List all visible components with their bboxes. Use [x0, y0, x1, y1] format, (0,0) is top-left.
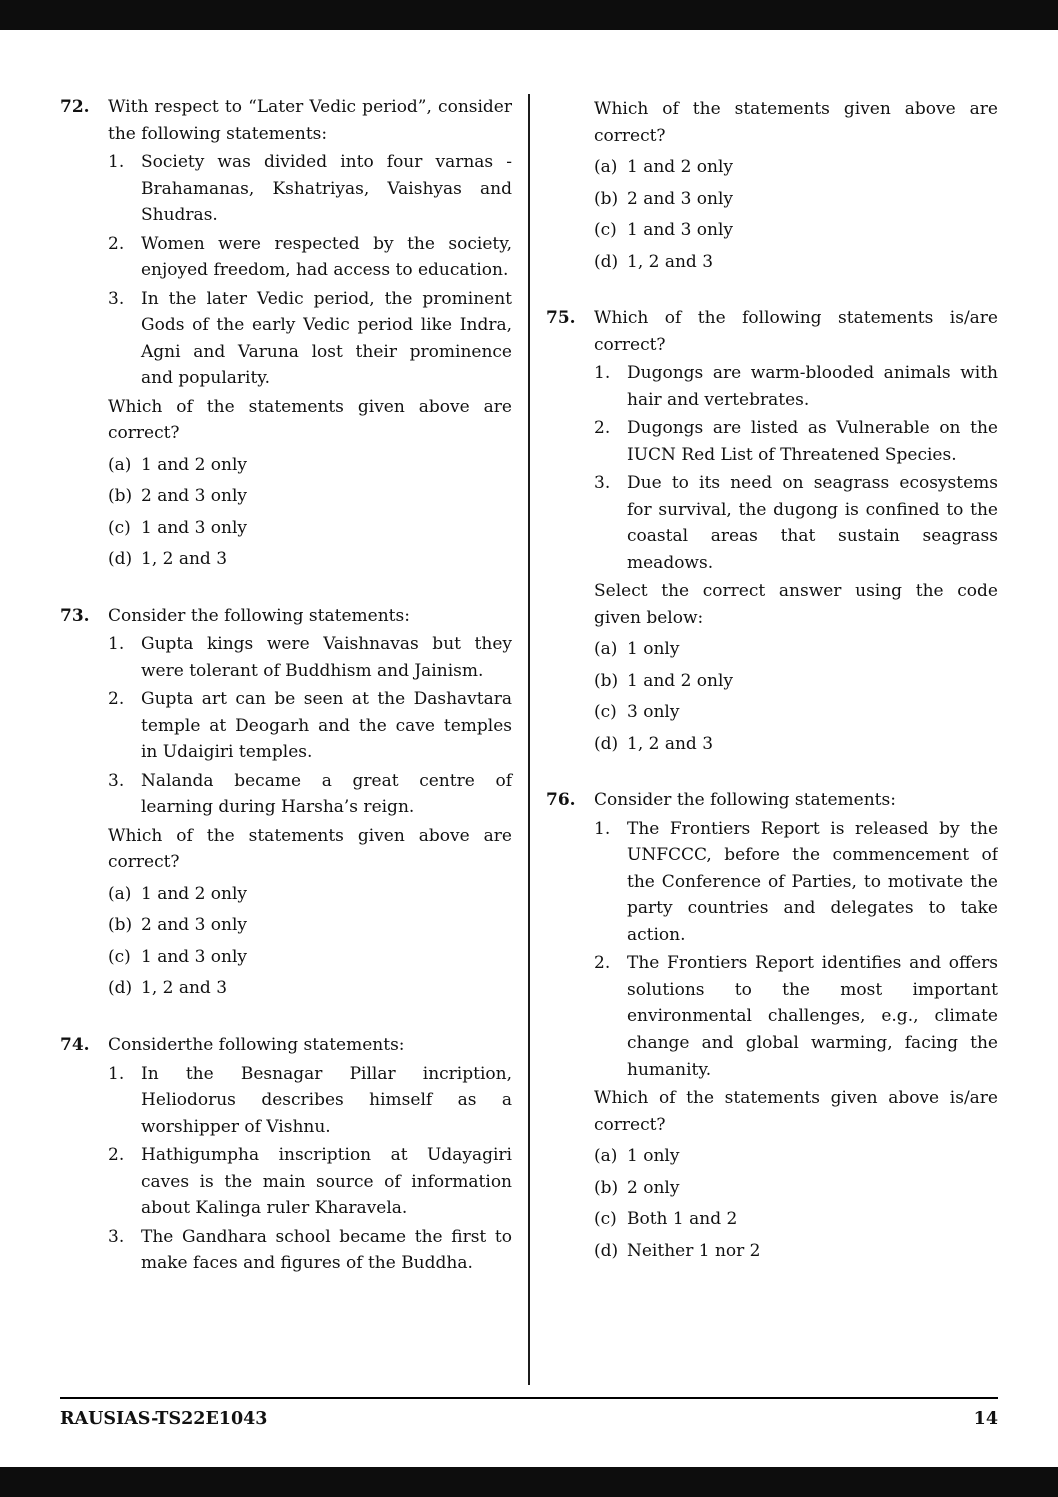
question-number: 74. — [60, 1034, 90, 1055]
option-text: 1 and 2 only — [627, 157, 734, 178]
statement-text: In the later Vedic period, the prominent Gods of the early Vedic period like Indra, Agni and Varuna lost their prominence and popularity. — [141, 288, 512, 389]
option-label: (b) — [594, 188, 619, 209]
option-text: 1 only — [627, 639, 680, 660]
statement-text: Society was divided into four varnas - Brahamanas, Kshatriyas, Vaishyas and Shudras. — [141, 152, 512, 226]
option-text: 1, 2 and 3 — [627, 733, 714, 754]
question-intro: Consider the following statements: — [594, 790, 896, 811]
option-label: (b) — [108, 915, 133, 936]
option-text: 1 and 3 only — [141, 946, 248, 967]
question-73 — [60, 603, 512, 1002]
statement-text: The Frontiers Report is released by the UNFCCC, before the commencement of the Conference of Parties, to motivate the party countries and delegates to take action. — [627, 818, 998, 945]
option-row — [108, 483, 512, 510]
statement-number: 2. — [108, 1145, 125, 1166]
option-row — [594, 217, 998, 244]
option-row — [108, 912, 512, 939]
option-label: (c) — [594, 1209, 617, 1230]
statement-number: 2. — [108, 233, 125, 254]
option-label: (a) — [594, 157, 618, 178]
option-label: (b) — [594, 670, 619, 691]
question-intro: Which of the following statements is/are correct? — [594, 308, 998, 355]
option-label: (a) — [108, 883, 132, 904]
statement-row — [108, 631, 512, 684]
statement-text: Due to its need on seagrass ecosystems for survival, the dugong is confined to the coastal areas that sustain seagrass meadows. — [627, 473, 998, 573]
statement-text: Dugongs are warm-blooded animals with hair and vertebrates. — [627, 363, 998, 410]
statement-number: 1. — [108, 634, 125, 655]
option-text: 1, 2 and 3 — [141, 549, 228, 570]
statement-text: Gupta kings were Vaishnavas but they were tolerant of Buddhism and Jainism. — [141, 634, 512, 681]
right-column — [530, 94, 998, 1385]
question-intro: With respect to “Later Vedic period”, consider the following statements: — [108, 97, 512, 144]
option-row — [108, 944, 512, 971]
option-row — [594, 668, 998, 695]
statement-number: 3. — [594, 473, 611, 494]
option-text: 2 and 3 only — [141, 486, 248, 507]
option-text: 1 and 3 only — [141, 517, 248, 538]
option-row — [594, 1143, 998, 1170]
statement-row — [108, 1142, 512, 1222]
question-stem: Which of the statements given above are correct? — [108, 396, 512, 444]
option-row — [594, 699, 998, 726]
question-74 — [60, 1032, 512, 1277]
option-text: 1 and 2 only — [141, 454, 248, 475]
statement-number: 1. — [594, 818, 611, 839]
option-label: (d) — [108, 978, 133, 999]
option-text: 3 only — [627, 702, 680, 723]
statement-row — [108, 1224, 512, 1277]
option-label: (d) — [108, 549, 133, 570]
statement-text: Nalanda became a great centre of learning during Harsha’s reign. — [141, 770, 512, 818]
statement-row — [594, 360, 998, 413]
statement-row — [108, 1061, 512, 1141]
question-stem: Which of the statements given above are correct? — [108, 825, 512, 873]
page-footer — [60, 1397, 998, 1433]
statement-row — [108, 149, 512, 229]
statement-text: The Gandhara school became the first to make faces and figures of the Buddha. — [141, 1226, 512, 1274]
option-label: (b) — [108, 486, 133, 507]
option-label: (d) — [594, 733, 619, 754]
option-row — [108, 515, 512, 542]
bottom-border-bar — [0, 1467, 1058, 1497]
question-number: 76. — [546, 790, 576, 811]
paper-code: RAUSIAS-TS22E1043 — [60, 1408, 268, 1429]
option-label: (a) — [108, 454, 132, 475]
question-intro: Consider the following statements: — [108, 605, 410, 626]
statement-number: 2. — [108, 689, 125, 710]
option-text: 2 only — [627, 1177, 680, 1198]
option-text: 1 and 2 only — [627, 670, 734, 691]
question-76 — [546, 787, 998, 1264]
statement-number: 1. — [108, 1063, 125, 1084]
statement-row — [594, 470, 998, 576]
option-label: (c) — [594, 220, 617, 241]
statement-number: 2. — [594, 953, 611, 974]
option-row — [594, 1206, 998, 1233]
page-number: 14 — [973, 1408, 998, 1429]
option-label: (a) — [594, 639, 618, 660]
statement-number: 3. — [108, 288, 125, 309]
option-text: 1 and 2 only — [141, 883, 248, 904]
statement-text: Women were respected by the society, enjoyed freedom, had access to education. — [141, 233, 512, 281]
option-text: Neither 1 nor 2 — [627, 1240, 761, 1261]
option-row — [108, 881, 512, 908]
question-72 — [60, 94, 512, 573]
statement-number: 3. — [108, 1226, 125, 1247]
option-label: (c) — [594, 702, 617, 723]
option-label: (a) — [594, 1146, 618, 1167]
option-row — [594, 154, 998, 181]
option-text: 1, 2 and 3 — [627, 251, 714, 272]
option-row — [594, 1175, 998, 1202]
statement-text: The Frontiers Report identifies and offers solutions to the most important environmental challenges, e.g., climate change and global warming, facing the humanity. — [627, 953, 998, 1080]
statement-row — [108, 686, 512, 766]
statement-number: 3. — [108, 770, 125, 791]
option-label: (d) — [594, 1240, 619, 1261]
option-row — [594, 186, 998, 213]
option-row — [108, 975, 512, 1002]
option-text: 2 and 3 only — [141, 915, 248, 936]
left-column — [60, 94, 528, 1385]
question-intro: Considerthe following statements: — [108, 1034, 405, 1055]
statement-row — [108, 768, 512, 821]
option-row — [108, 546, 512, 573]
question-number: 75. — [546, 308, 576, 329]
page-body — [60, 94, 998, 1385]
statement-row — [108, 231, 512, 284]
option-row — [594, 636, 998, 663]
option-text: 1, 2 and 3 — [141, 978, 228, 999]
statement-text: In the Besnagar Pillar incription, Heliodorus describes himself as a worshipper of Vishnu. — [141, 1063, 512, 1137]
statement-row — [594, 816, 998, 949]
top-border-bar — [0, 0, 1058, 30]
option-row — [594, 249, 998, 276]
question-stem: Select the correct answer using the code given below: — [594, 581, 998, 628]
statement-text: Gupta art can be seen at the Dashavtara temple at Deogarh and the cave temples in Udaigiri temples. — [141, 689, 512, 763]
question-stem: Which of the statements given above is/are correct? — [594, 1088, 998, 1135]
statement-number: 1. — [108, 152, 125, 173]
option-text: Both 1 and 2 — [627, 1209, 738, 1230]
statement-text: Dugongs are listed as Vulnerable on the IUCN Red List of Threatened Species. — [627, 418, 998, 465]
statement-row — [594, 415, 998, 468]
option-label: (c) — [108, 517, 131, 538]
option-row — [594, 731, 998, 758]
option-row — [108, 452, 512, 479]
question-number: 73. — [60, 605, 90, 626]
option-label: (d) — [594, 251, 619, 272]
statement-text: Hathigumpha inscription at Udayagiri caves is the main source of information about Kalinga ruler Kharavela. — [141, 1145, 512, 1219]
question-75 — [546, 305, 998, 757]
statement-number: 2. — [594, 418, 611, 439]
option-label: (c) — [108, 946, 131, 967]
statement-row — [108, 286, 512, 392]
option-text: 1 and 3 only — [627, 220, 734, 241]
question-number: 72. — [60, 97, 90, 117]
option-row — [594, 1238, 998, 1265]
option-label: (b) — [594, 1177, 619, 1198]
question-stem: Which of the statements given above are correct? — [594, 99, 998, 146]
option-text: 1 only — [627, 1146, 680, 1167]
question-74-continuation — [546, 96, 998, 275]
option-text: 2 and 3 only — [627, 188, 734, 209]
statement-row — [594, 950, 998, 1083]
statement-number: 1. — [594, 363, 611, 384]
